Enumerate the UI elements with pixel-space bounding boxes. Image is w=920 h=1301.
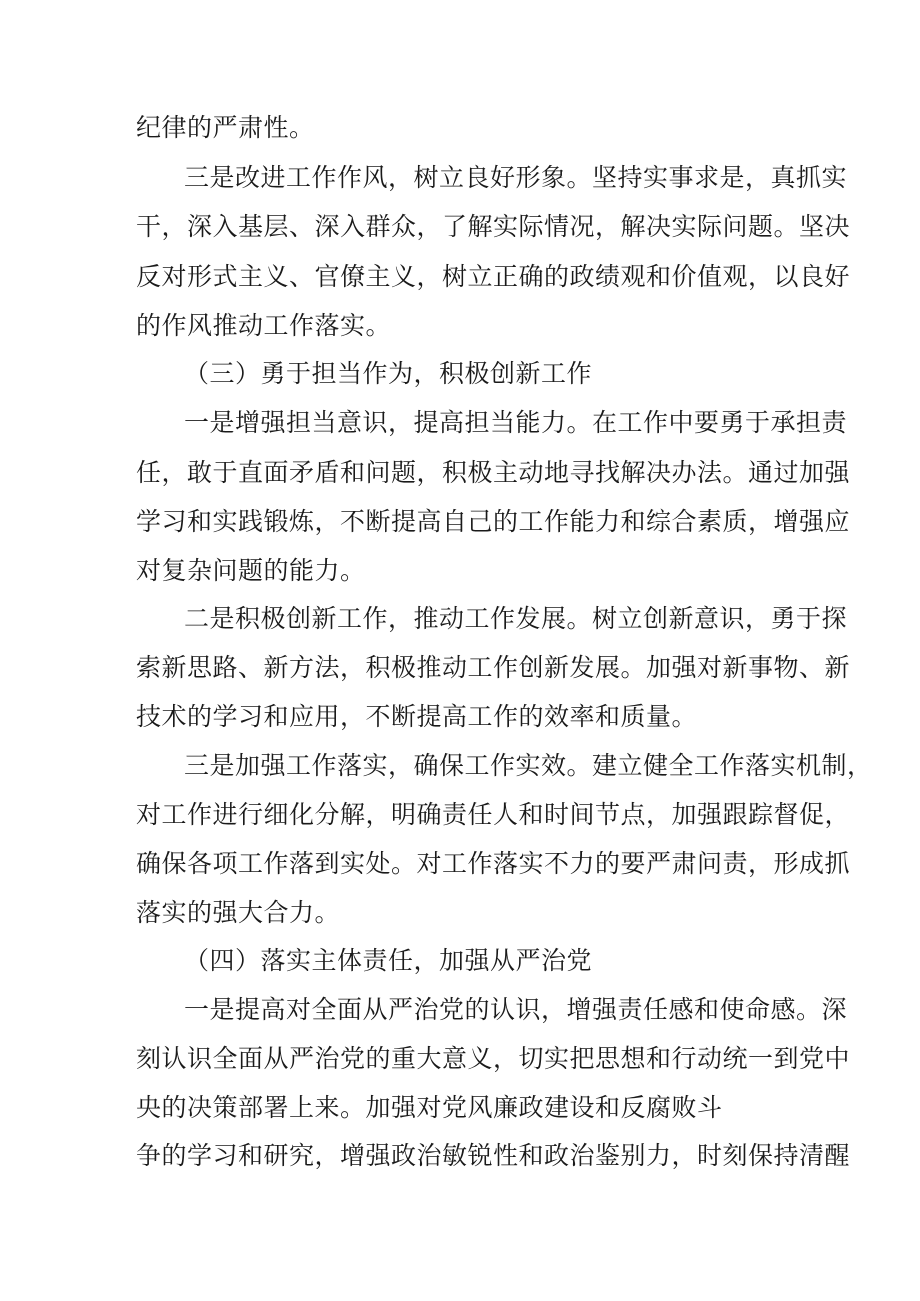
section-heading: （四）落实主体责任，加强从严治党: [184, 946, 593, 975]
paragraph-line: 纪律的严肃性。: [136, 113, 315, 142]
paragraph-line: 任，敢于直面矛盾和问题，积极主动地寻找解决办法。通过加强: [136, 458, 851, 487]
paragraph-line: 技术的学习和应用，不断提高工作的效率和质量。: [136, 702, 698, 731]
paragraph-line: 的作风推动工作落实。: [136, 311, 392, 340]
paragraph-line: 刻认识全面从严治党的重大意义，切实把思想和行动统一到党中: [136, 1044, 851, 1073]
paragraph-line: 反对形式主义、官僚主义，树立正确的政绩观和价值观，以良好: [136, 262, 851, 291]
paragraph-line: 一是增强担当意识，提高担当能力。在工作中要勇于承担责: [184, 408, 848, 437]
paragraph-line: 干，深入基层、深入群众，了解实际情况，解决实际问题。坚决: [136, 212, 851, 241]
paragraph-line: 确保各项工作落到实处。对工作落实不力的要严肃问责，形成抓: [136, 849, 851, 878]
paragraph-line: 落实的强大合力。: [136, 898, 341, 927]
paragraph-line: 争的学习和研究，增强政治敏锐性和政治鉴别力，时刻保持清醒: [136, 1141, 851, 1170]
paragraph-line: 央的决策部署上来。加强对党风廉政建设和反腐败斗: [136, 1093, 723, 1122]
paragraph-line: 一是提高对全面从严治党的认识，增强责任感和使命感。深: [184, 995, 848, 1024]
paragraph-line: 二是积极创新工作，推动工作发展。树立创新意识，勇于探: [184, 604, 848, 633]
paragraph-line: 三是改进工作作风，树立良好形象。坚持实事求是，真抓实: [184, 163, 848, 192]
paragraph-line: 索新思路、新方法，积极推动工作创新发展。加强对新事物、新: [136, 653, 851, 682]
paragraph-line: 学习和实践锻炼，不断提高自己的工作能力和综合素质，增强应: [136, 507, 851, 536]
paragraph-line: 对复杂问题的能力。: [136, 556, 366, 585]
section-heading: （三）勇于担当作为，积极创新工作: [184, 359, 593, 388]
paragraph-line: 三是加强工作落实，确保工作实效。建立健全工作落实机制，: [184, 751, 873, 780]
paragraph-line: 对工作进行细化分解，明确责任人和时间节点，加强跟踪督促，: [136, 800, 851, 829]
